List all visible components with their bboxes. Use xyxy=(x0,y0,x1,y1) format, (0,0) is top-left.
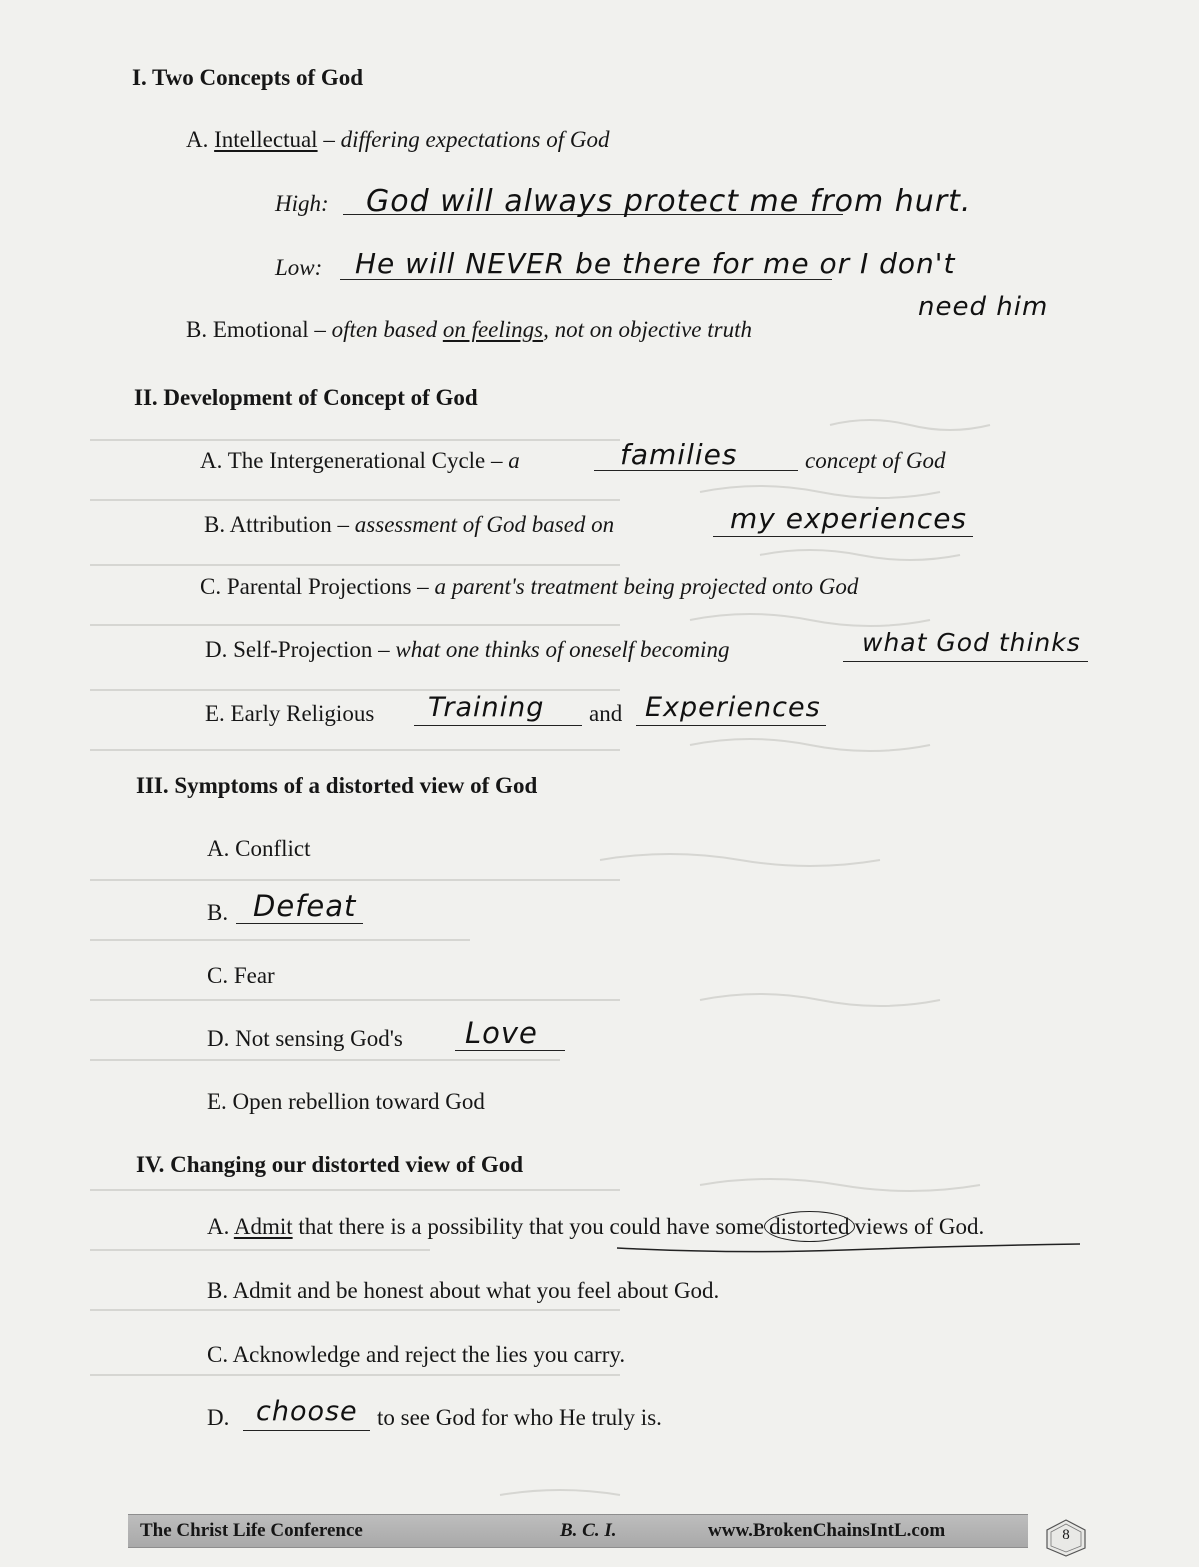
item-1b-label: B. Emotional – xyxy=(186,317,332,342)
item-4a-handdrawn-underline xyxy=(615,1238,1085,1258)
item-1a-dash: – xyxy=(317,127,341,152)
item-3b-answer-line xyxy=(236,923,363,924)
item-2a xyxy=(200,447,520,475)
item-4a-label: A. xyxy=(207,1214,234,1239)
item-2a-tail: concept of God xyxy=(805,448,946,473)
item-4a-text-2: you could have some xyxy=(569,1214,765,1239)
item-2a-label: A. The Intergenerational Cycle – xyxy=(200,448,509,473)
footer-conference-title: The Christ Life Conference xyxy=(140,1520,363,1541)
item-4c: C. Acknowledge and reject the lies you carry. xyxy=(207,1342,626,1367)
item-2b-desc: assessment of God based on xyxy=(354,512,615,537)
footer-org-initials: B. C. I. xyxy=(560,1520,617,1541)
item-2c xyxy=(200,573,858,601)
item-2c-desc: a parent's treatment being projected onto God xyxy=(434,574,859,599)
item-1b-desc-1: often based xyxy=(331,317,443,342)
section-2-heading: II. Development of Concept of God xyxy=(134,385,478,410)
item-2e-and: and xyxy=(589,701,623,726)
item-3a: A. Conflict xyxy=(207,836,311,861)
footer-website: www.BrokenChainsIntL.com xyxy=(708,1520,946,1541)
item-4d-label: D. xyxy=(207,1405,230,1430)
page-number: 8 xyxy=(1062,1527,1070,1543)
section-4-heading: IV. Changing our distorted view of God xyxy=(136,1152,524,1177)
item-3b-answer-handwriting: Defeat xyxy=(253,889,357,923)
item-2e-answer-2-handwriting: Experiences xyxy=(645,692,821,723)
item-3c: C. Fear xyxy=(207,963,275,988)
low-answer-handwriting-continued: need him xyxy=(918,292,1049,322)
item-4d-answer-line xyxy=(243,1430,370,1431)
item-4a-text-3: views of God. xyxy=(854,1214,985,1239)
item-1b xyxy=(186,316,752,344)
item-2e-answer-1-handwriting: Training xyxy=(428,692,545,723)
item-2a-answer-handwriting: families xyxy=(620,438,738,471)
item-3e: E. Open rebellion toward God xyxy=(207,1089,485,1114)
item-2a-desc: a xyxy=(508,448,520,473)
section-1-heading: I. Two Concepts of God xyxy=(132,65,364,90)
item-2b-answer-line xyxy=(713,536,973,537)
item-2d-answer-line xyxy=(843,661,1088,662)
item-1b-desc-underlined: on feelings xyxy=(442,317,544,342)
item-2c-label: C. Parental Projections – xyxy=(200,574,435,599)
item-4d-answer-handwriting: choose xyxy=(256,1396,358,1427)
item-1a-term: Intellectual xyxy=(214,127,318,152)
item-3b-label: B. xyxy=(207,900,229,925)
item-3d-answer-line xyxy=(455,1050,565,1051)
section-3-heading: III. Symptoms of a distorted view of God xyxy=(136,773,538,798)
item-3d-answer-handwriting: Love xyxy=(465,1016,538,1050)
item-4b: B. Admit and be honest about what you feel about God. xyxy=(207,1278,720,1303)
item-1b-desc-2: , not on objective truth xyxy=(543,317,753,342)
item-4d-tail: to see God for who He truly is. xyxy=(377,1405,662,1430)
item-2b-answer-handwriting: my experiences xyxy=(730,502,968,535)
page-number-badge xyxy=(1043,1518,1089,1558)
item-4a-text-1: that there is a possibility that xyxy=(292,1214,570,1239)
item-2b xyxy=(204,511,614,539)
high-label: High: xyxy=(275,191,329,216)
item-2e-label: E. Early Religious xyxy=(205,701,375,726)
low-answer-handwriting: He will NEVER be there for me or I don't xyxy=(355,247,956,280)
item-1a xyxy=(186,126,610,154)
item-4a-circled-word: distorted xyxy=(764,1211,855,1242)
item-4a xyxy=(207,1213,984,1241)
item-2d-answer-handwriting: what God thinks xyxy=(862,628,1081,657)
item-2d-desc: what one thinks of oneself becoming xyxy=(395,637,730,662)
item-2e-answer-2-line xyxy=(636,725,826,726)
item-2b-label: B. Attribution – xyxy=(204,512,355,537)
item-1a-description: differing expectations of God xyxy=(340,127,610,152)
high-answer-handwriting: God will always protect me from hurt. xyxy=(366,184,972,219)
item-2d xyxy=(205,636,729,664)
low-label: Low: xyxy=(275,255,323,280)
item-2e-answer-1-line xyxy=(414,725,582,726)
item-4a-admit: Admit xyxy=(233,1214,293,1239)
item-3d-label: D. Not sensing God's xyxy=(207,1026,403,1051)
item-1a-label: A. xyxy=(186,127,215,152)
footer-bar xyxy=(128,1514,1028,1548)
item-2d-label: D. Self-Projection – xyxy=(205,637,396,662)
